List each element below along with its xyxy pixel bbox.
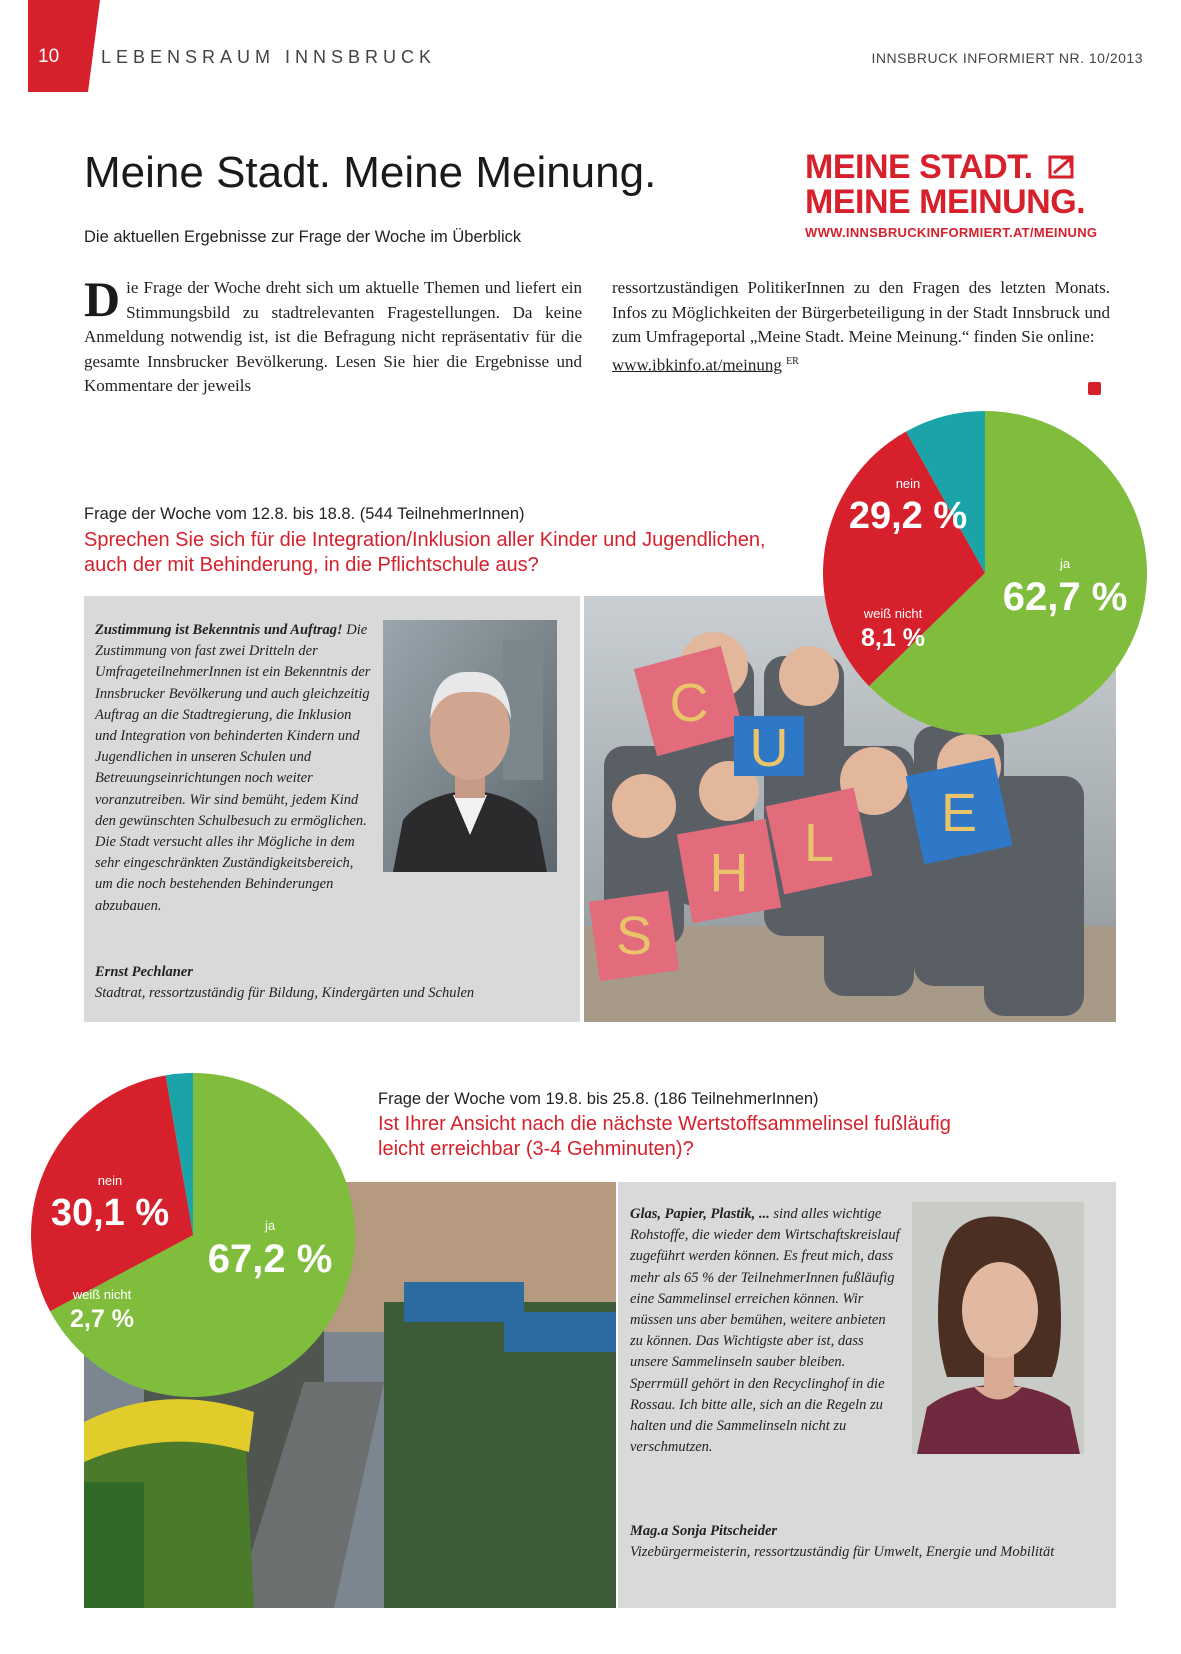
intro-column-left [84,271,582,399]
portrait-sonja-pitscheider [912,1202,1084,1454]
poll1-author-role: Stadtrat, ressortzuständig für Bildung, Kindergärten und Schulen [95,985,475,1002]
photo-card-letter: U [749,718,789,778]
poll2-author-role: Vizebürgermeisterin, ressortzuständig für Umwelt, Energie und Mobilität [630,1544,1055,1561]
pie-category-label: weiß nicht [863,606,923,621]
poll2-meta: Frage der Woche vom 19.8. bis 25.8. (186 TeilnehmerInnen) [378,1090,819,1108]
author-initials: ER [786,355,799,367]
pie-category-label: nein [97,1173,123,1188]
poll2-quote-top [630,1204,902,1458]
pie-category-label: weiß nicht [72,1287,132,1302]
page-subtitle: Die aktuellen Ergebnisse zur Frage der Woche im Überblick [84,228,522,246]
poll2-quote-body: sind alles wichtige Rohstoffe, die wieder dem Wirtschaftskreislauf zugeführt werden können. Es freut mich, dass mehr als 65 % der TeilnehmerInnen fußläufig eine Sammelinsel erreichen können. Wir müssen uns aber bemühen, weitere anbieten zu können. Das Wichtigste aber ist, dass unsere Sammelinseln sauber bleiben. Sperrmüll gehört in den Recyclinghof in die Rossau. Ich bitte alle, sich an die Regeln zu halten und die Sammelinseln nicht zu verschmutzen. [630,1206,900,1456]
photo-card-letter: L [803,813,835,873]
pie-value-label: 67,2 % [207,1237,333,1281]
pie-category-label: ja [264,1218,276,1233]
poll1-quote-top [95,620,371,917]
intro-column-right [612,276,1110,378]
meine-stadt-logo [805,150,1105,240]
photo-card-letter: H [709,843,749,903]
page-title: Meine Stadt. Meine Meinung. [84,148,657,197]
poll1-quote-lead: Zustimmung ist Bekenntnis und Auftrag! [95,622,343,638]
intro-text-right: ressortzuständigen PolitikerInnen zu den Fragen des letzten Monats. Infos zu Möglichkeiten der Bürgerbeteiligung in der Stadt Innsbruck und zum Umfrageportal „Meine Stadt. Meine Meinung.“ finden Sie online: [612,278,1110,346]
pie-category-label: nein [895,476,921,491]
poll2-quote-lead: Glas, Papier, Plastik, ... [630,1206,770,1222]
section-title: LEBENSRAUM INNSBRUCK [101,47,437,67]
intro-text-left: ie Frage der Woche dreht sich um aktuelle Themen und liefert ein Stimmungsbild zu stadtrelevanten Fragestellungen. Da keine Anmeldung notwendig ist, ist die Befragung nicht repräsentativ für die gesamte Innsbrucker Bevölkerung. Lesen Sie hier die Ergebnisse und Kommentare der jeweils [84,278,582,395]
logo-line-2: MEINE MEINUNG. [805,183,1086,221]
dropcap: D [84,271,121,327]
photo-card-letter: E [940,783,978,843]
poll2-author [630,1521,1100,1563]
poll1-question: Sprechen Sie sich für die Integration/Inklusion aller Kinder und Jugendlichen, auch der mit Behinderung, in die Pflichtschule aus? [84,529,766,576]
pie-value-label: 62,7 % [1002,575,1128,619]
portrait-ernst-pechlaner [383,620,557,872]
pie-category-label: ja [1059,556,1071,571]
meinung-link[interactable]: www.ibkinfo.at/meinung [612,355,782,375]
pie-value-label: 8,1 % [861,623,925,652]
photo-card-letter: S [615,906,653,966]
logo-line-1: MEINE STADT. [805,150,1105,185]
external-link-icon [1048,153,1078,179]
issue-label: INNSBRUCK INFORMIERT NR. 10/2013 [871,50,1143,66]
poll1-pie-chart [820,408,1150,738]
photo-card-letter: C [669,673,709,733]
poll1-author [95,962,565,1004]
page-number: 10 [38,46,60,67]
pie-value-label: 2,7 % [70,1304,134,1333]
poll1-author-name: Ernst Pechlaner [95,964,193,980]
poll2-question: Ist Ihrer Ansicht nach die nächste Wertstoffsammelinsel fußläufig leicht erreichbar (3-4 Gehminuten)? [378,1113,951,1160]
end-mark [1088,382,1101,395]
logo-url: WWW.INNSBRUCKINFORMIERT.AT/MEINUNG [805,225,1098,240]
pie-value-label: 29,2 % [848,495,968,538]
poll2-pie-chart [28,1070,358,1400]
poll1-quote-body: Die Zustimmung von fast zwei Dritteln der UmfrageteilnehmerInnen ist ein Bekenntnis der Innsbrucker Bevölkerung und auch gleichzeitig Auftrag an die Stadtregierung, die Inklusion und Integration von behinderten Kindern und Jugendlichen in unseren Schulen und Betreuungseinrichtungen noch weiter voranzutreiben. Wir sind bemüht, jedem Kind den gewünschten Schulbesuch zu ermöglichen. Die Stadt versucht alles ihr Mögliche in dem sehr eingeschränkten Zuständigkeitsbereich, um die noch bestehenden Behinderungen abzubauen. [95,622,371,914]
poll2-author-name: Mag.a Sonja Pitscheider [630,1523,778,1539]
poll1-meta: Frage der Woche vom 12.8. bis 18.8. (544 TeilnehmerInnen) [84,505,525,523]
pie-value-label: 30,1 % [50,1192,170,1235]
